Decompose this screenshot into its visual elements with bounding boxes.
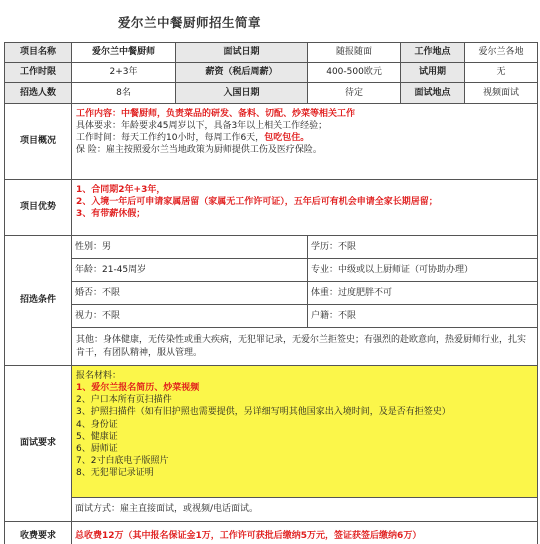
interview-date-label: 面试日期 bbox=[176, 43, 308, 63]
advantage-label: 项目优势 bbox=[5, 180, 72, 236]
condition-age: 年龄：21-45周岁 bbox=[72, 259, 308, 282]
overview-line-work-content: 工作内容：中餐厨师，负责菜品的研发、备料、切配、炒菜等相关工作 bbox=[76, 109, 356, 119]
document-header bbox=[0, 0, 540, 42]
material-item-8: 8、无犯罪记录证明 bbox=[76, 468, 154, 479]
conditions-row-4 bbox=[5, 305, 538, 328]
interview-date-value: 随报随面 bbox=[308, 43, 401, 63]
material-item-3: 3、护照扫描件（如有旧护照也需要提供，另详细写明其他国家出入境时间，及是否有拒签史） bbox=[76, 407, 451, 418]
material-item-4: 4、身份证 bbox=[76, 419, 118, 430]
advantage-row bbox=[5, 180, 538, 236]
interview-place-value: 视频面试 bbox=[465, 83, 538, 104]
fees-text: 总收费12万（其中报名保证金1万，工作许可获批后缴纳5万元，签证获签后缴纳6万） bbox=[72, 522, 538, 544]
condition-other: 其他：身体健康，无传染性或重大疾病，无犯罪记录，无爱尔兰拒签史；有强烈的赴欧意向，热爱厨师行业，扎实肯干，有团队精神，服从管理。 bbox=[72, 328, 538, 366]
material-item-5: 5、健康证 bbox=[76, 431, 118, 442]
condition-education: 学历：不限 bbox=[308, 236, 538, 259]
interview-label: 面试要求 bbox=[5, 366, 72, 522]
condition-gender: 性别：男 bbox=[72, 236, 308, 259]
overview-label: 项目概况 bbox=[5, 104, 72, 180]
project-name-value: 爱尔兰中餐厨师 bbox=[72, 43, 176, 63]
advantage-content bbox=[72, 180, 538, 236]
material-item-6: 6、厨师证 bbox=[76, 443, 118, 454]
materials-title: 报名材料： bbox=[76, 371, 122, 381]
condition-weight: 体重：过度肥胖不可 bbox=[308, 282, 538, 305]
advantage-item-3: 3、有带薪休假； bbox=[76, 209, 146, 220]
interview-method-row bbox=[5, 498, 538, 522]
condition-hukou: 户籍：不限 bbox=[308, 305, 538, 328]
overview-line-work-hours bbox=[76, 132, 533, 144]
work-hours-text: 工作时间：每天工作约10小时，每周工作6天， bbox=[76, 133, 265, 144]
interview-place-label: 面试地点 bbox=[401, 83, 465, 104]
condition-major: 专业：中级或以上厨师证（可协助办理） bbox=[308, 259, 538, 282]
salary-label: 薪资（税后周薪） bbox=[176, 63, 308, 83]
board-lodging-text: 包吃包住。 bbox=[264, 133, 310, 144]
entry-date-label: 入国日期 bbox=[176, 83, 308, 104]
advantage-item-1: 1、合同期2年+3年， bbox=[76, 185, 166, 195]
work-place-label: 工作地点 bbox=[401, 43, 465, 63]
interview-row bbox=[5, 366, 538, 498]
trial-period-label: 试用期 bbox=[401, 63, 465, 83]
overview-content bbox=[72, 104, 538, 180]
trial-period-value: 无 bbox=[465, 63, 538, 83]
overview-line-requirements: 具体要求：年龄要求45周岁以下，具备3年以上相关工作经验； bbox=[76, 121, 328, 132]
conditions-row-1 bbox=[5, 236, 538, 259]
conditions-row-2 bbox=[5, 259, 538, 282]
work-place-value: 爱尔兰各地 bbox=[465, 43, 538, 63]
condition-vision: 视力：不限 bbox=[72, 305, 308, 328]
advantage-item-2: 2、入境一年后可申请家属居留（家属无工作许可证），五年后可有机会申请全家长期居留； bbox=[76, 197, 438, 208]
material-item-1: 1、爱尔兰报名简历、炒菜视频 bbox=[76, 383, 200, 394]
headcount-label: 招选人数 bbox=[5, 83, 72, 104]
material-item-2: 2、户口本所有页扫描件 bbox=[76, 395, 172, 406]
material-item-7: 7、2寸白底电子版照片 bbox=[76, 455, 169, 466]
info-row-2 bbox=[5, 63, 538, 83]
interview-method: 面试方式：雇主直接面试，或视频/电话面试。 bbox=[72, 498, 538, 522]
overview-row bbox=[5, 104, 538, 180]
document-title: 爱尔兰中餐厨师招生简章 bbox=[118, 15, 262, 30]
conditions-label: 招选条件 bbox=[5, 236, 72, 366]
info-row-3 bbox=[5, 83, 538, 104]
materials-block bbox=[72, 366, 538, 498]
conditions-row-3 bbox=[5, 282, 538, 305]
condition-marriage: 婚否：不限 bbox=[72, 282, 308, 305]
salary-value: 400-500欧元 bbox=[308, 63, 401, 83]
headcount-value: 8名 bbox=[72, 83, 176, 104]
fees-row bbox=[5, 522, 538, 544]
recruitment-table bbox=[4, 42, 538, 544]
entry-date-value: 待定 bbox=[308, 83, 401, 104]
info-row-1 bbox=[5, 43, 538, 63]
work-term-label: 工作时限 bbox=[5, 63, 72, 83]
work-term-value: 2+3年 bbox=[72, 63, 176, 83]
fees-label: 收费要求 bbox=[5, 522, 72, 544]
project-name-label: 项目名称 bbox=[5, 43, 72, 63]
conditions-row-5 bbox=[5, 328, 538, 366]
overview-line-insurance: 保 险：雇主按照爱尔兰当地政策为厨师提供工伤及医疗保险。 bbox=[76, 145, 322, 156]
